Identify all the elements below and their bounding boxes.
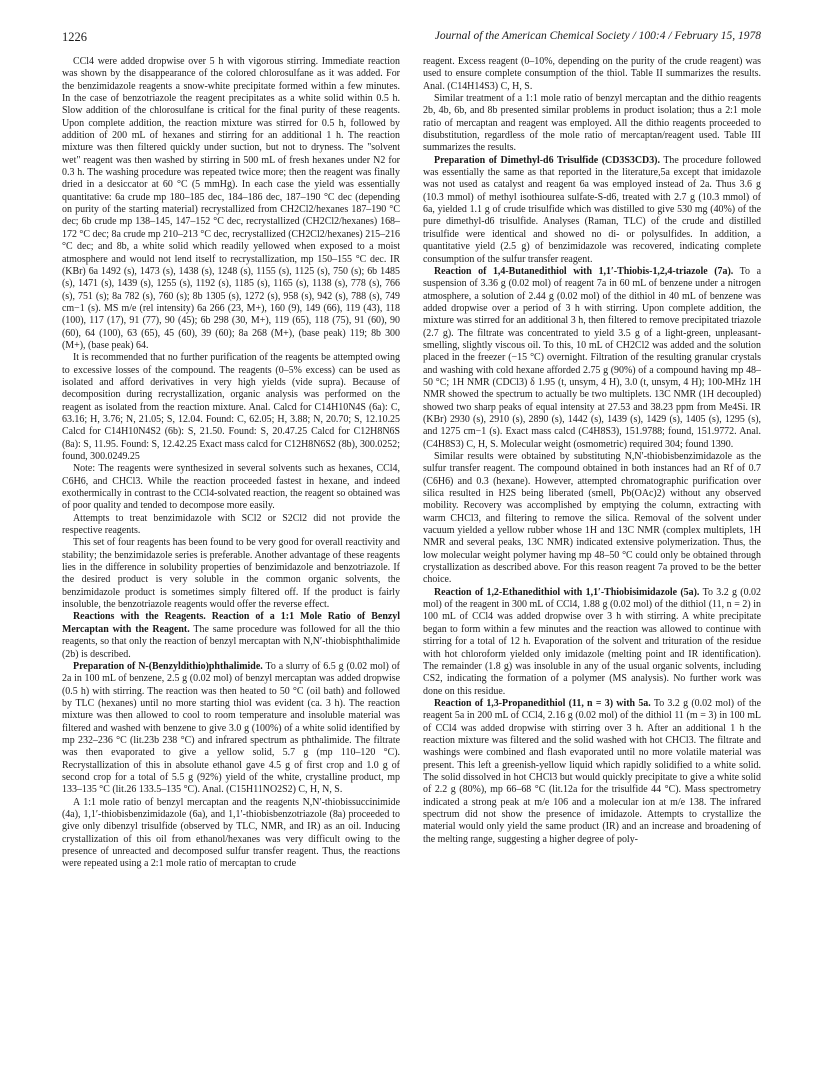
paragraph (423, 155, 761, 266)
paragraph-text: To a suspension of 3.36 g (0.02 mol) of reagent 7a in 60 mL of benzene under a nitrogen atmosphere, a solution of 2.44 g (0.02 mol) of the dithiol in 40 mL of benzene was added dropwise over a period of 3 h with stirring. Upon complete addition, the mixture was stirred for an additional 3 h, then filtered to remove precipitated triazole (2.7 g). The filtrate was concentrated to yield 3.5 g of a light-green, unpleasant-smelling, slightly viscous oil. To this, 10 mL of CH2Cl2 was added and the solution placed in the freezer (−15 °C) overnight. Filtration of the resulting granular crystals and washing with cold hexane afforded 2.75 g (90%) of a compound having mp 48–50 °C; 1H NMR (CDCl3) δ 1.95 (t, unsym, 4 H), 3.0 (t, unsym, 4 H); 100-MHz 1H NMR showed the spectrum to actually be two multiplets. 13C NMR (1H decoupled) showed two sharp peaks of equal intensity at 27.53 and 38.23 ppm from Me4Si. IR (KBr) 2930 (s), 2910 (s), 2890 (s), 1442 (s), 1439 (s), 1429 (s), 1405 (s), 1295 (s), and 1275 cm−1 (s). Exact mass calcd (C4H8S3), 151.9788; found, 151.9772. Anal. (C4H8S3) C, H, S. Molecular weight (osmometric) required 304; found 1390. (423, 265, 761, 450)
paragraph-heading: Preparation of Dimethyl-d6 Trisulfide (CD3S3CD3). (434, 154, 660, 166)
paragraph-heading: Reactions with the Reagents. Reaction of a 1:1 Mole Ratio of Benzyl Mercaptan with the Reagent. (62, 611, 400, 635)
page-header (62, 30, 761, 48)
paragraph (62, 352, 400, 463)
page-number: 1226 (62, 30, 87, 44)
paragraph (423, 451, 761, 587)
paragraph-heading: Reaction of 1,3-Propanedithiol (11, n = 3) with 5a. (434, 697, 651, 709)
paragraph-heading: Preparation of N-(Benzyldithio)phthalimide. (73, 660, 263, 672)
paragraph (62, 56, 400, 352)
paragraph (62, 537, 400, 611)
paragraph-text: This set of four reagents has been found to be very good for overall reactivity and stability; the benzimidazole series is preferable. Another advantage of these reagents lies in the difference in solubility properties of benzimidazole and benzotriazole. If the desired product is very soluble in the common organic solvents, the benzimidazole product is sometimes simply filtered off. If the product is fairly insoluble, the benzotriazole reagents would offer the reverse effect. (62, 537, 400, 611)
paragraph-text: To 3.2 g (0.02 mol) of the reagent 5a in 200 mL of CCl4, 2.16 g (0.02 mol) of the dithiol 11 (m = 3) in 100 mL of CCl4 was added dropwise with stirring over 3 h. After an additional 1 h the reaction mixture was filtered and the solid washed with hot CHCl3. The filtrate and washings were combined and flash evaporated until no more volatile material was present. This left a greenish-yellow liquid which rapidly solidified to a white solid. The solid dissolved in hot CHCl3 but would quickly precipitate to give a white solid of 2.2 g (80%), mp 66–68 °C (lit.12a for the trisulfide 44 °C). Mass spectrometry indicated a strong peak at m/e 106 and a molecular ion at m/e 138. The infrared spectrum did not show the presence of imidazole. Attempts to crystallize the material would only yield the same product (IR) and an increase and broadening of the melting range, suggesting a higher degree of poly- (423, 697, 761, 845)
journal-citation: Journal of the American Chemical Society / 100:4 / February 15, 1978 (434, 30, 761, 42)
paragraph (62, 513, 400, 538)
paragraph-text: Similar results were obtained by substituting N,N′-thiobisbenzimidazole as the sulfur transfer reagent. The compound obtained in both instances had an Rf of 0.7 (C6H6) and 0.3 (hexane). However, attempted chromatographic purification over silica resulted in H2S being liberated (smell, Pb(OAc)2) without any observed mobility. Recovery was accomplished by emptying the column, extracting with warm CHCl3, and filtering to remove the silica. Removal of the solvent under vacuum yielded a yellow rubber whose 1H and 13C NMR (complex multiplets, 1H NMR and several peaks, 13C NMR) indicated extensive polymerization. Thus, the low molecular weight polymer having mp 48–50 °C could only be obtained through crystallization as described above. For this reason reagent 7a proved to be the better choice. (423, 451, 761, 586)
paragraph-text: It is recommended that no further purification of the reagents be attempted owing to excessive losses of the compound. The reagents (0–5% excess) can be used as isolated and afford derivatives in very high yields (vide supra). Because of decomposition during recrystallization, organic analysis was performed on the reagent as isolated from the reaction mixture. Anal. Calcd for C14H10N4S (6a): C, 63.16; H, 3.76; N, 21.05; S, 12.04. Found: C, 62.05; H, 3.88; N, 20.70; S, 12.10.25 Calcd for C14H10N4S2 (6b): S, 21.50. Found: S, 20.47.25 Calcd for C12H8N6S (8a): S, 11.95. Found: S, 12.42.25 Exact mass calcd for C12H8N6S2 (8b), 300.0252; found, 300.0249.25 (62, 352, 400, 462)
paragraph (62, 611, 400, 660)
paragraph (62, 463, 400, 512)
paragraph-text: To a slurry of 6.5 g (0.02 mol) of 2a in 100 mL of benzene, 2.5 g (0.02 mol) of benzyl mercaptan was added dropwise (0.5 h) with stirring. The reaction was then heated to 50 °C (oil bath) and followed by TLC (hexanes) until no more starting thiol was evident (ca. 3 h). The reaction mixture was then allowed to cool to room temperature and insoluble material was filtered and washed with benzene to give 3.0 g (100%) of a white solid identified by mp 232–236 °C (lit.23b 238 °C) and infrared spectrum as phthalimide. The filtrate was then evaporated to give a yellow solid, 5.7 g (mp 110–120 °C). Recrystallization of this in absolute ethanol gave 4.5 g of first crop and 1.0 g of second crop for a total of 5.5 g (92%) yield of the white, crystalline product, mp 133–135 °C (lit.26 133.5–135 °C). Anal. (C15H11NO2S2) C, H, N, S. (62, 660, 400, 796)
paragraph (423, 698, 761, 846)
paragraph (423, 93, 761, 155)
paragraph-text: To 3.2 g (0.02 mol) of the reagent in 300 mL of CCl4, 1.88 g (0.02 mol) of the dithiol (11, n = 2) in 100 mL of CCl4 was added dropwise over 3 h with stirring. A white precipitate began to form within a few minutes and the reaction was allowed to continue with stirring for a total of 12 h. Evaporation of the solvent and trituration of the residue with hot chloroform yielded only imidazole (melting point and IR identification). The remainder (1.8 g) was insoluble in any of the usual organic solvents, including CS2, indicating the formation of a polymer (MS analysis). No further work was done on this residue. (423, 586, 761, 697)
paragraph-text: The same procedure was followed for all the thio reagents, so that only the reaction of benzyl mercaptan with N,N′-thiobisphthalimide (2b) is described. (62, 623, 401, 660)
paragraph (423, 56, 761, 93)
paragraph-text: Similar treatment of a 1:1 mole ratio of benzyl mercaptan and the dithio reagents 2b, 4b, 6b, and 8b presented similar problems in product isolation; thus a 2:1 mole ratio of mercaptan and reagent was employed. All the dithio reagents proceeded to disubstitution, regardless of the mole ratio of mercaptan/reagent used. Table III summarizes the results. (423, 93, 761, 154)
paragraph-text: The procedure followed was essentially the same as that reported in the literature,5a except that imidazole was not used as catalyst and reagent 6a was employed instead of 2a. Thus 3.6 g (10.3 mmol) of methyl isothiourea sulfate-S-d6, treated with 2.7 g (10.3 mmol) of 6a, yielded 1.1 g of crude trisulfide which was distilled to give 530 mg (40%) of the pure dimethyl-d6 trisulfide. Analyses (Raman, TLC) of the crude and distilled trisulfide were identical and showed no di- or polysulfides. In addition, a quantitative yield (2.5 g) of benzimidazole was recovered, indicating complete consumption of the sulfur transfer reagent. (423, 154, 761, 265)
paragraph (62, 661, 400, 797)
paragraph-text: Note: The reagents were synthesized in several solvents such as hexanes, CCl4, C6H6, and CHCl3. While the reaction proceeded fastest in hexane, and indeed exothermically in contrast to the CCl4-solvated reaction, the reagent so obtained was of poor quality and tended to decompose more easily. (62, 463, 400, 512)
left-text-column (62, 56, 400, 871)
right-text-column (423, 56, 761, 846)
paragraph (423, 587, 761, 698)
paragraph-heading: Reaction of 1,4-Butanedithiol with 1,1′-Thiobis-1,2,4-triazole (7a). (434, 265, 734, 277)
paragraph-text: CCl4 were added dropwise over 5 h with vigorous stirring. Immediate reaction was shown by the disappearance of the colored chlorosulfane as it was added. For the benzimidazole reagents a snow-white precipitate formed within a few minutes. In the case of benzotriazole the reagent precipitates as a white solid within 0.5 h. Slow addition of the chlorosulfane is critical for the final purity of these reagents. Upon complete addition, the reaction mixture was stirred for 0.5 h, followed by addition of 200 mL of hexanes and stirring for an additional 1 h. The reaction mixture was then filtered quickly under suction, but not to dryness. The "solvent wet" reagent was then washed by stirring in 500 mL of fresh hexanes under N2 for 0.3 h. The washing procedure was repeated twice more; then the reagent was finally dried in a desiccator at 60 °C (5 mmHg). In each case the yield was essentially quantitative: 6a crude mp 180–185 dec, 184–186 dec, 187–190 °C dec (depending on purity of the starting material) recrystallized from CH2Cl2/hexanes 187–190 °C dec; 6b crude mp 138–145, 147–152 °C dec, recrystallized (CH2Cl2/hexanes) 168–172 °C dec; 8a crude mp 210–213 °C dec, recrystallized (CH2Cl2/hexanes) 215–216 °C dec; and 8b, a white solid which readily yellowed when exposed to a moist atmosphere and would not lend itself to recrystallization, mp 150–155 °C dec. IR (KBr) 6a 1492 (s), 1473 (s), 1438 (s), 1248 (s), 1155 (s), 1125 (s), 750 (s); 6b 1485 (s), 1471 (s), 1439 (s), 1255 (s), 1192 (s), 1185 (s), 1165 (s), 1138 (s), 778 (s), 766 (s), 751 (s); 8a 782 (s), 760 (s); 8b 1305 (s), 1272 (s), 958 (s), 942 (s), 788 (s), 749 cm−1 (s). MS m/e (rel intensity) 6a 266 (23, M+), 160 (9), 149 (66), 119 (43), 118 (100), 117 (17), 91 (77), 90 (45); 6b 298 (30, M+), 119 (65), 118 (75), 91 (60), 90 (60), 64 (100), 63 (65), 45 (60), 39 (60); 8a 268 (M+), (base peak) 119; 8b 300 (M+), (base peak) 64. (62, 56, 401, 351)
paragraph (423, 266, 761, 451)
paragraph-text: A 1:1 mole ratio of benzyl mercaptan and the reagents N,N′-thiobissuccinimide (4a), 1,1′-thiobisbenzimidazole (6a), and 1,1′-thiobisbenzotriazole (8a) proceeded to give only dibenzyl trisulfide (observed by TLC, NMR, and IR) as an oil. Inducing crystallization of this oil from ethanol/hexanes was very difficult owing to the presence of unreacted and decomposed sulfur transfer reagent. Thus, the reactions were repeated using a 2:1 mole ratio of mercaptan to crude (62, 796, 400, 870)
paragraph-text: reagent. Excess reagent (0–10%, depending on the purity of the crude reagent) was used to ensure complete consumption of the thiol. Table II summarizes the results. Anal. (C14H14S3) C, H, S. (423, 56, 761, 92)
paragraph (62, 797, 400, 871)
paragraph-heading: Reaction of 1,2-Ethanedithiol with 1,1′-Thiobisimidazole (5a). (434, 586, 700, 598)
paragraph-text: Attempts to treat benzimidazole with SCl2 or S2Cl2 did not provide the respective reagents. (62, 512, 400, 537)
